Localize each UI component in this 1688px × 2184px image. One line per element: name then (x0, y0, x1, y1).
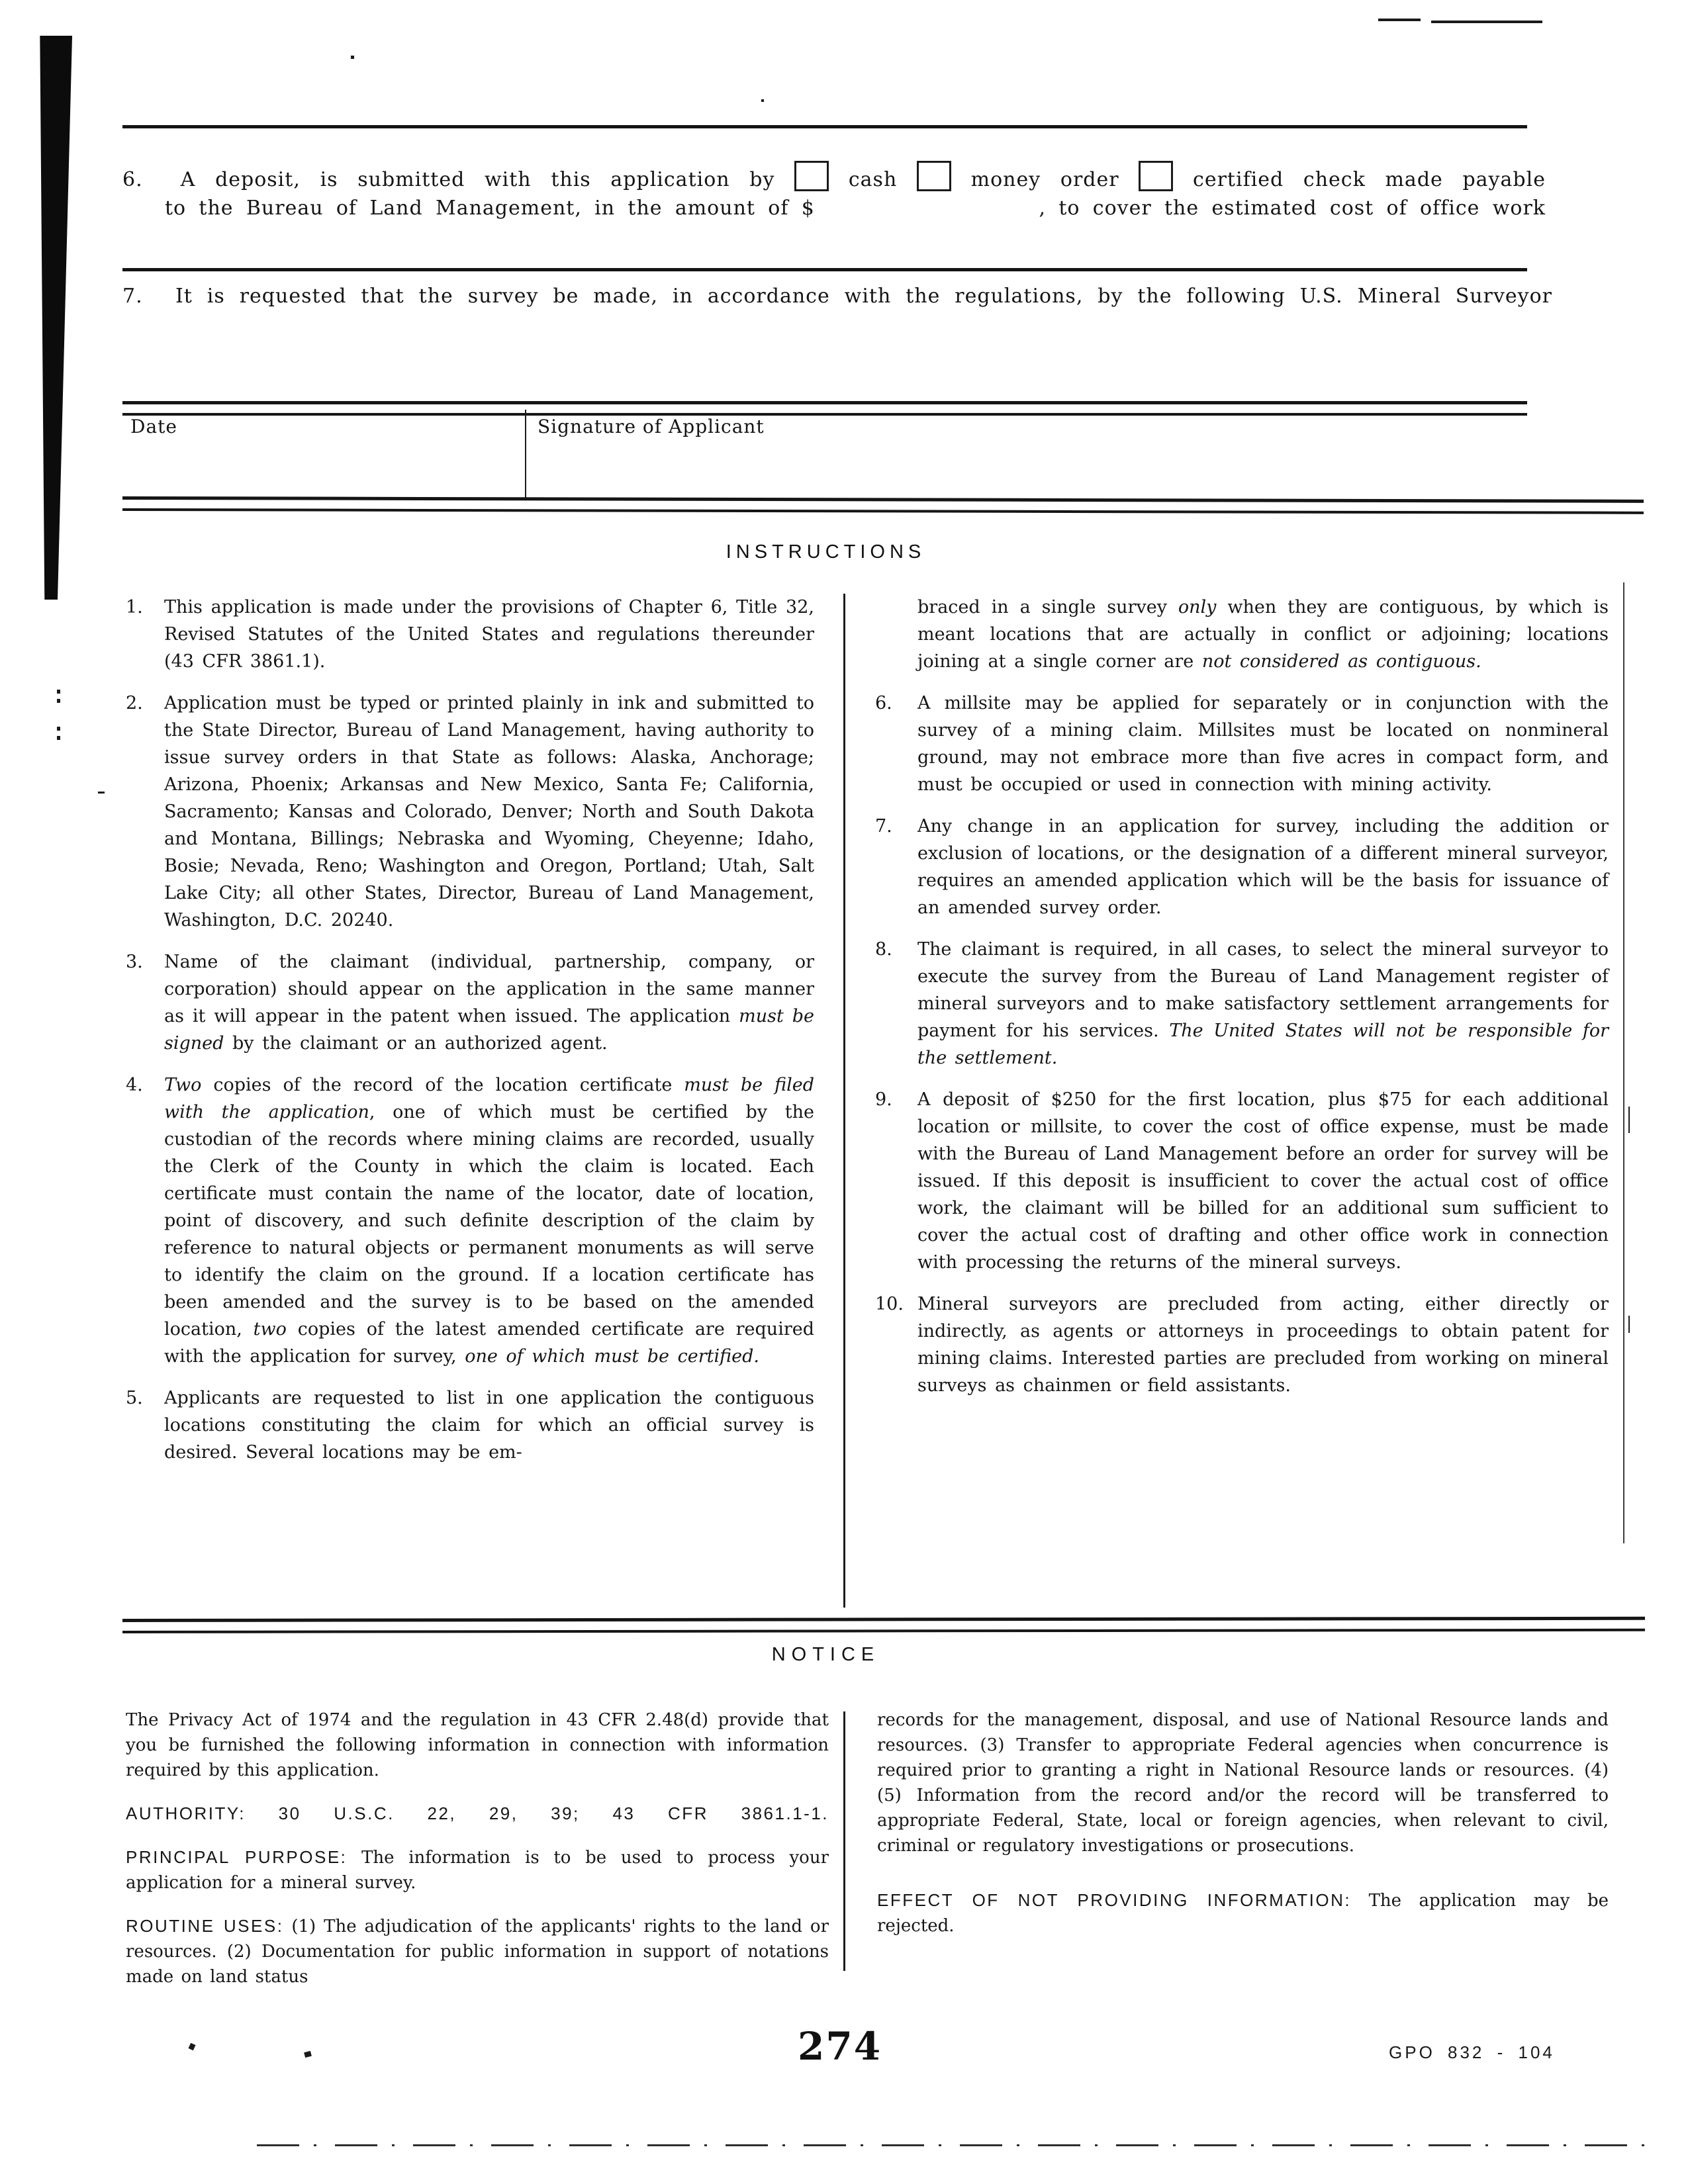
notice-left-column (126, 1707, 829, 2007)
scan-speck (1378, 19, 1421, 21)
item-text: Applicants are requested to list in one application the contiguous locations constituting the claim for which an official survey is desired. Several locations may be em- (164, 1388, 814, 1463)
item-number: 7. (875, 816, 892, 837)
scan-speck (1628, 1316, 1630, 1333)
money-order-checkbox[interactable] (917, 161, 951, 191)
item-6-amount-post: , to cover the estimated cost of office work (1039, 197, 1546, 220)
signature-label: Signature of Applicant (538, 416, 765, 437)
instruction-item (126, 1071, 814, 1370)
form-item-6-line-1 (122, 161, 1546, 191)
made-payable-text: made payable (1385, 168, 1546, 191)
page-number: 274 (798, 2024, 882, 2069)
bottom-dashed-rule (257, 2144, 1644, 2146)
item-text: Application must be typed or printed plainly in ink and submitted to the State Director, Bureau of Land Management, having authority to issue survey orders in that State as follows: Alaska, Anchorage; Arizona, Phoenix; Arkansas and New Mexico, Santa Fe; California, Sacramento; Kansas and Colorado, Denver; North and South Dakota and Montana, Billings; Nebraska and Wyoming, Cheyenne; Idaho, Bosie; Nevada, Reno; Washington and Oregon, Portland; Utah, Salt Lake City; all other States, Director, Bureau of Land Management, Washington, D.C. 20240. (164, 693, 814, 931)
notice-authority: AUTHORITY: 30 U.S.C. 22, 29, 39; 43 CFR 3861.1-1. (126, 1803, 829, 1823)
scan-speck (1628, 1107, 1630, 1133)
notice-effect: EFFECT OF NOT PROVIDING INFORMATION: The application may be rejected. (877, 1890, 1609, 1936)
item-text: A deposit of $250 for the first location, plus $75 for each additional location or millsite, to cover the cost of office expense, must be made with the Bureau of Land Management before an order for survey will be issued. If this deposit is insufficient to cover the actual cost of office work, the claimant will be billed for an additional sum sufficient to cover the actual cost of drafting and other office work in connection with processing the returns of the mineral surveys. (917, 1089, 1609, 1273)
scan-speck (57, 727, 60, 731)
section-rule (122, 268, 1527, 271)
notice-right-column (877, 1707, 1609, 1956)
scan-speck (57, 736, 60, 740)
form-item-7 (122, 285, 1552, 308)
instruction-item (126, 690, 814, 934)
scan-margin-line (1623, 582, 1624, 1543)
scan-binding-bar (38, 36, 77, 600)
notice-routine-uses: ROUTINE USES: (1) The adjudication of the applicants' rights to the land or resources. (2) Documentation for public information in support of notations made on land status (126, 1916, 829, 1987)
item-number: 6. (875, 693, 892, 713)
instructions-title: INSTRUCTIONS (726, 541, 926, 563)
scan-speck (98, 792, 105, 794)
table-bottom-rule (122, 496, 1644, 514)
notice-paragraph: records for the management, disposal, and use of National Resource lands and resources. (3) Transfer to appropriate Federal agencies when concurrence is required prior to granting a right in National Resource lands or resources. (4)(5) Information from the record and/or the record will be transferred to appropriate Federal, State, local or foreign agencies, when relevant to civil, criminal or regulatory investigations or prosecutions. (877, 1710, 1609, 1856)
instruction-item (875, 936, 1609, 1071)
notice-rule (122, 1617, 1645, 1633)
item-number: 2. (126, 693, 143, 713)
item-number: 9. (875, 1089, 892, 1110)
scan-speck (57, 690, 60, 694)
column-divider (843, 1711, 845, 1971)
item-text: Two copies of the record of the location certificate must be filed with the application, one of which must be certified by the custodian of the records where mining claims are recorded, usually the Clerk of the County in which the claim is located. Each certificate must contain the name of the locator, date of location, point of discovery, and such definite description of the claim by reference to natural objects or permanent monuments as will serve to identify the claim on the ground. If a location certificate has been amended and the survey is to be based on the amended location, two copies of the latest amended certificate are required with the application for survey, one of which must be certified. (164, 1075, 815, 1367)
date-label: Date (130, 416, 177, 437)
item-text: Any change in an application for survey, including the addition or exclusion of locations, or the designation of a different mineral surveyor, requires an amended application which will be the basis for issuance of an amended survey order. (917, 816, 1609, 918)
instruction-item (126, 948, 814, 1057)
item-number: 1. (126, 597, 143, 617)
instruction-item (875, 813, 1609, 921)
item-text: braced in a single survey only when they are contiguous, by which is meant locations that are actually in conflict or adjoining; locations joining at a single corner are not considered as contiguous. (917, 597, 1609, 672)
scan-speck (1431, 21, 1542, 23)
section-rule (122, 125, 1527, 128)
item-number: 4. (126, 1075, 143, 1095)
cash-label: cash (848, 168, 898, 191)
item-6-amount-pre: to the Bureau of Land Management, in the amount of $ (165, 197, 815, 220)
form-item-6-line-2 (165, 197, 1546, 220)
instruction-item (126, 594, 814, 675)
instruction-item (875, 1291, 1609, 1399)
cash-checkbox[interactable] (794, 161, 829, 191)
deposit-amount-field[interactable] (827, 208, 1026, 214)
scan-speck (761, 99, 764, 102)
scan-speck (188, 2043, 195, 2051)
item-text: Name of the claimant (individual, partnership, company, or corporation) should appear on the application in the same manner as it will appear in the patent when issued. The application must be signed by the claimant or an authorized agent. (164, 952, 814, 1054)
item-number (875, 594, 917, 675)
item-6-intro: A deposit, is submitted with this application by (180, 168, 775, 191)
instruction-item (875, 1086, 1609, 1276)
item-number: 5. (126, 1388, 143, 1408)
instruction-item (875, 594, 1609, 675)
item-number: 8. (875, 939, 892, 960)
notice-paragraph: The Privacy Act of 1974 and the regulation in 43 CFR 2.48(d) provide that you be furnished the following information in connection with information required by this application. (126, 1710, 829, 1780)
item-text: This application is made under the provisions of Chapter 6, Title 32, Revised Statutes of the United States and regulations thereunder (43 CFR 3861.1). (164, 597, 814, 672)
certified-check-label: certified check (1193, 168, 1366, 191)
column-divider (843, 594, 845, 1608)
scan-speck (304, 2051, 312, 2058)
item-text: The claimant is required, in all cases, to select the mineral surveyor to execute the survey from the Bureau of Land Management register of mineral surveyors and to make satisfactory settlement arrangements for payment for his services. The United States will not be responsible for the settlement. (917, 939, 1609, 1068)
item-number: 10. (875, 1294, 904, 1314)
item-7-number: 7. (122, 285, 143, 308)
date-field[interactable] (122, 410, 524, 496)
instruction-item (126, 1385, 814, 1466)
instructions-left-column (126, 594, 814, 1480)
gpo-code: GPO 832 - 104 (1389, 2042, 1555, 2062)
scan-speck (57, 699, 60, 703)
item-6-number: 6. (122, 168, 143, 191)
money-order-label: money order (970, 168, 1119, 191)
certified-check-checkbox[interactable] (1139, 161, 1173, 191)
notice-title: NOTICE (771, 1644, 880, 1665)
instructions-right-column (875, 594, 1609, 1414)
notice-principal-purpose: PRINCIPAL PURPOSE: The information is to be used to process your application for a mineral survey. (126, 1847, 829, 1893)
scan-speck (351, 56, 354, 59)
instruction-item (875, 690, 1609, 798)
item-7-text: It is requested that the survey be made, in accordance with the regulations, by the following U.S. Mineral Surveyor (175, 285, 1552, 308)
item-text: A millsite may be applied for separately or in conjunction with the survey of a mining claim. Millsites must be located on nonmineral ground, may not embrace more than five acres in compact form, and must be occupied or used in connection with mining activity. (917, 693, 1609, 795)
item-number: 3. (126, 952, 143, 972)
item-text: Mineral surveyors are precluded from acting, either directly or indirectly, as agents or attorneys in proceedings to obtain patent for mining claims. Interested parties are precluded from working on mineral surveys as chainmen or field assistants. (917, 1294, 1609, 1396)
